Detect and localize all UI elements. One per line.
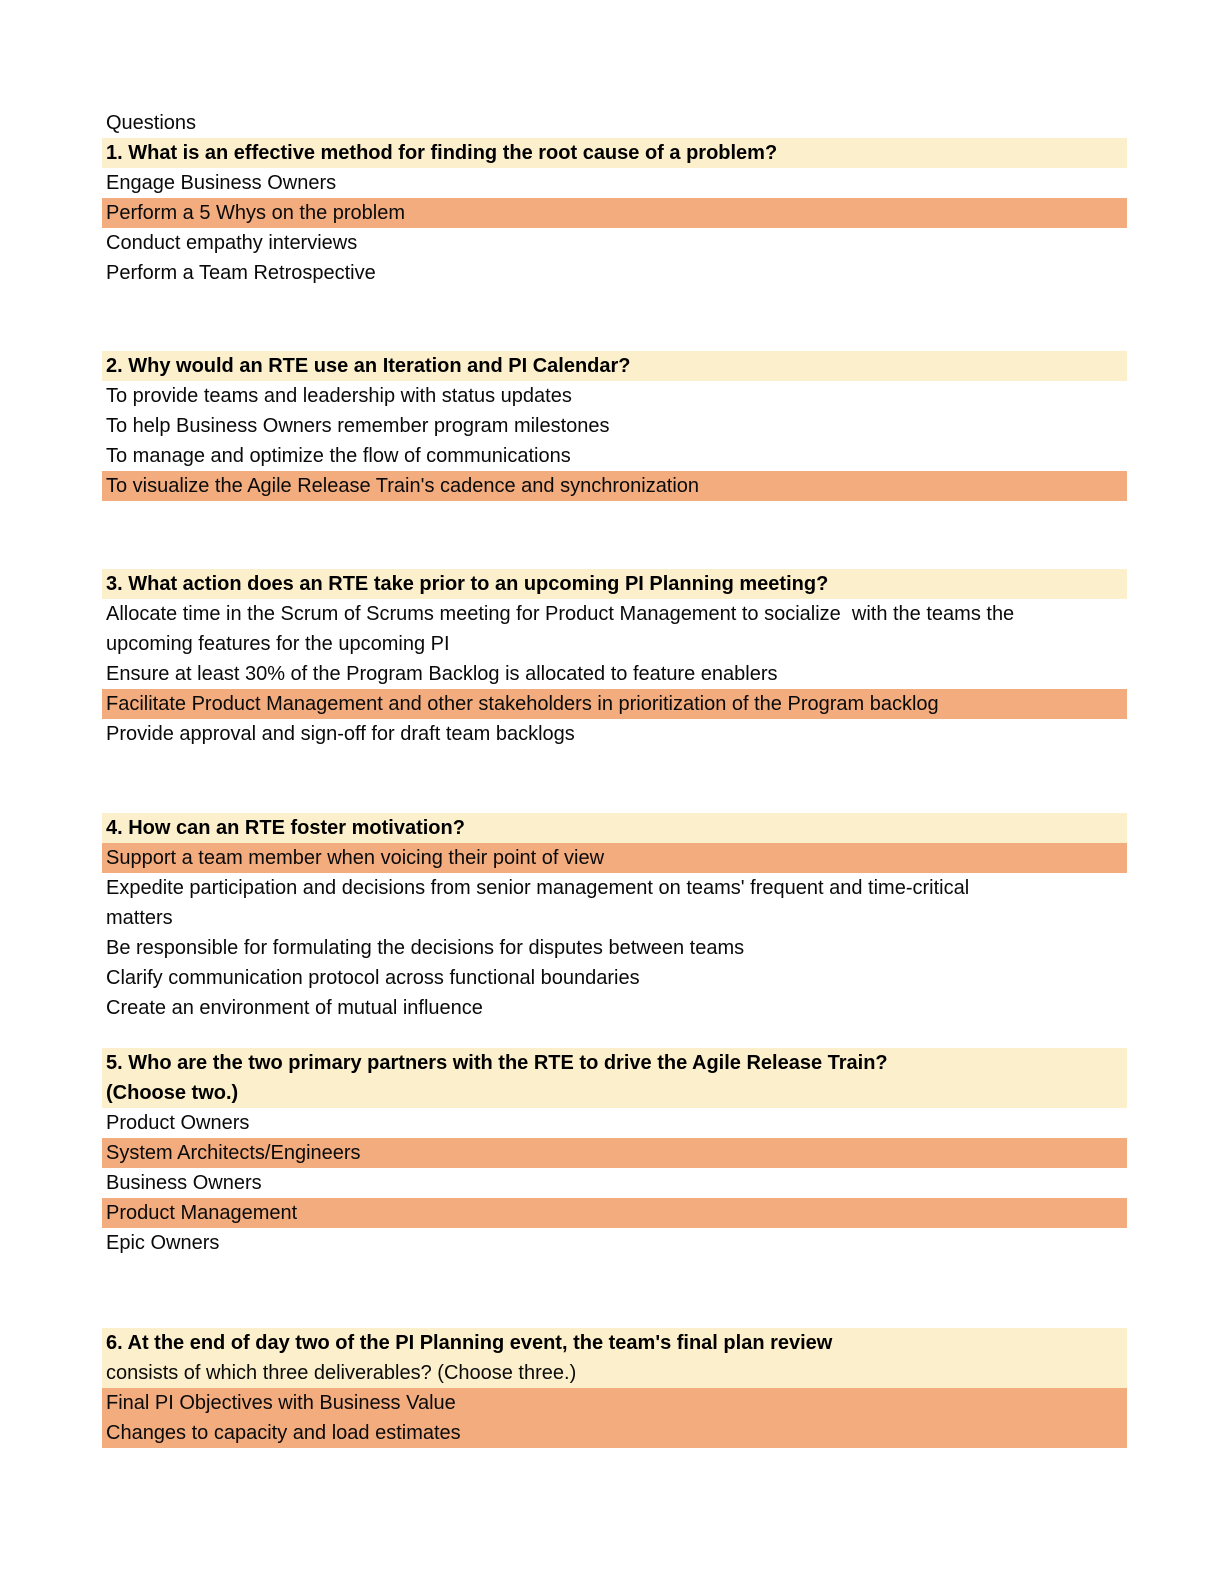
question-block-1 <box>102 138 1224 288</box>
question-block-5 <box>102 1048 1224 1258</box>
question-header-line: (Choose two.) <box>102 1078 1127 1108</box>
answer-line: Conduct empathy interviews <box>106 232 358 254</box>
answer-line: Business Owners <box>106 1172 262 1194</box>
answer-line: Ensure at least 30% of the Program Backlog is allocated to feature enablers <box>106 663 778 685</box>
answer-line: Provide approval and sign-off for draft team backlogs <box>106 723 575 745</box>
question-block-6 <box>102 1328 1224 1448</box>
question-header-line: 6. At the end of day two of the PI Planning event, the team's final plan review <box>102 1328 1127 1358</box>
answer-line: matters <box>106 907 173 929</box>
answer-line: To help Business Owners remember program milestones <box>106 415 610 437</box>
answer-line-correct: System Architects/Engineers <box>102 1138 1127 1168</box>
answer-line-correct: Support a team member when voicing their point of view <box>102 843 1127 873</box>
answer-line: upcoming features for the upcoming PI <box>106 633 450 655</box>
question-header-line: 2. Why would an RTE use an Iteration and PI Calendar? <box>102 351 1127 381</box>
answer-line: Product Owners <box>106 1112 250 1134</box>
answer-line: Engage Business Owners <box>106 172 337 194</box>
answer-line: Epic Owners <box>106 1232 220 1254</box>
answer-line: To manage and optimize the flow of communications <box>106 445 571 467</box>
question-header-line: 5. Who are the two primary partners with the RTE to drive the Agile Release Train? <box>102 1048 1127 1078</box>
answer-line-correct: Perform a 5 Whys on the problem <box>102 198 1127 228</box>
question-block-4 <box>102 813 1224 1023</box>
question-header-line: 3. What action does an RTE take prior to an upcoming PI Planning meeting? <box>102 569 1127 599</box>
answer-line: Perform a Team Retrospective <box>106 262 376 284</box>
answer-line-correct: To visualize the Agile Release Train's cadence and synchronization <box>102 471 1127 501</box>
answer-line-correct: Changes to capacity and load estimates <box>102 1418 1127 1448</box>
question-block-3 <box>102 569 1224 749</box>
answer-line: Clarify communication protocol across functional boundaries <box>106 967 640 989</box>
question-header-line: 4. How can an RTE foster motivation? <box>102 813 1127 843</box>
answer-line: Allocate time in the Scrum of Scrums meeting for Product Management to socialize with the teams the <box>106 603 1015 625</box>
answer-line-correct: Final PI Objectives with Business Value <box>102 1388 1127 1418</box>
answer-line: Expedite participation and decisions from senior management on teams' frequent and time-critical <box>106 877 970 899</box>
question-block-2 <box>102 351 1224 501</box>
answer-line: Be responsible for formulating the decisions for disputes between teams <box>106 937 745 959</box>
answer-line: Create an environment of mutual influence <box>106 997 483 1019</box>
answer-line-correct: Product Management <box>102 1198 1127 1228</box>
document-title: Questions <box>106 112 197 134</box>
question-header-line: consists of which three deliverables? (Choose three.) <box>102 1358 1127 1388</box>
answer-line-correct: Facilitate Product Management and other stakeholders in prioritization of the Program backlog <box>102 689 1127 719</box>
question-header-line: 1. What is an effective method for finding the root cause of a problem? <box>102 138 1127 168</box>
answer-line: To provide teams and leadership with status updates <box>106 385 572 407</box>
